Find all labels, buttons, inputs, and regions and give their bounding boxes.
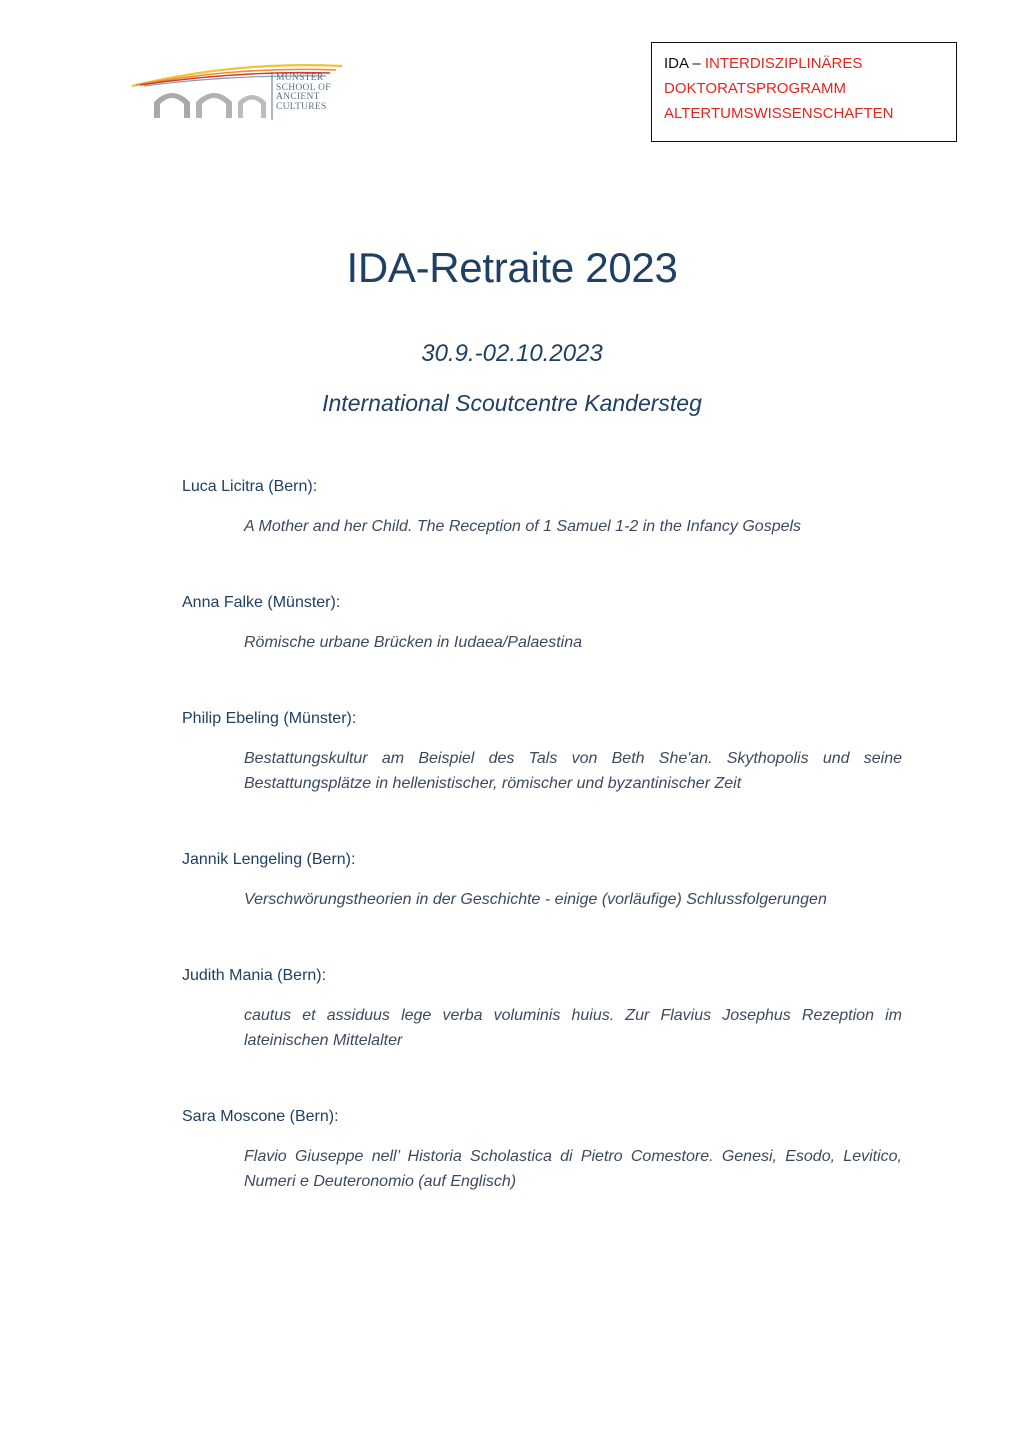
talk-title: Verschwörungstheorien in der Geschichte - einige (vorläufige) Schlussfolgerungen [244,891,827,908]
logo-line: ANCIENT [276,92,320,103]
page-title: IDA-Retraite 2023 [346,244,678,291]
program-name-line: INTERDISZIPLINÄRES [704,55,863,72]
speaker-name: Judith Mania (Bern): [182,967,327,984]
event-venue: International Scoutcentre Kandersteg [322,390,702,416]
program-box [651,42,957,142]
talk-title: Römische urbane Brücken in Iudaea/Palaestina [244,634,582,651]
speaker-name: Philip Ebeling (Münster): [182,710,357,727]
logo-line: SCHOOL OF [276,82,331,93]
speaker-name: Jannik Lengeling (Bern): [182,851,356,868]
munster-school-logo [130,58,350,122]
talk-title: A Mother and her Child. The Reception of 1 Samuel 1-2 in the Infancy Gospels [244,518,802,535]
logo-line: MÜNSTER [276,73,324,83]
talk-title: cautus et assiduus lege verba voluminis huius. Zur Flavius Josephus Rezeption im lateinischen Mittelalter [244,1007,902,1049]
talk-title: Bestattungskultur am Beispiel des Tals von Beth She'an. Skythopolis und seine Bestattungsplätze in hellenistischer, römischer und byzantinischer Zeit [244,750,902,792]
speaker-name: Sara Moscone (Bern): [182,1108,339,1125]
program-prefix: IDA – [664,55,705,72]
program-name-line: ALTERTUMSWISSENSCHAFTEN [664,105,894,122]
speaker-name: Anna Falke (Münster): [182,594,341,611]
talk-title: Flavio Giuseppe nell’ Historia Scholastica di Pietro Comestore. Genesi, Esodo, Levitico, Numeri e Deuteronomio (auf Englisch) [244,1148,902,1190]
event-dates: 30.9.-02.10.2023 [421,340,603,367]
program-name-line: DOKTORATSPROGRAMM [664,80,846,97]
logo-line: CULTURES [276,101,327,112]
program-line-1 [664,51,944,76]
logo-wordmark [276,74,331,112]
speaker-name: Luca Licitra (Bern): [182,478,318,495]
